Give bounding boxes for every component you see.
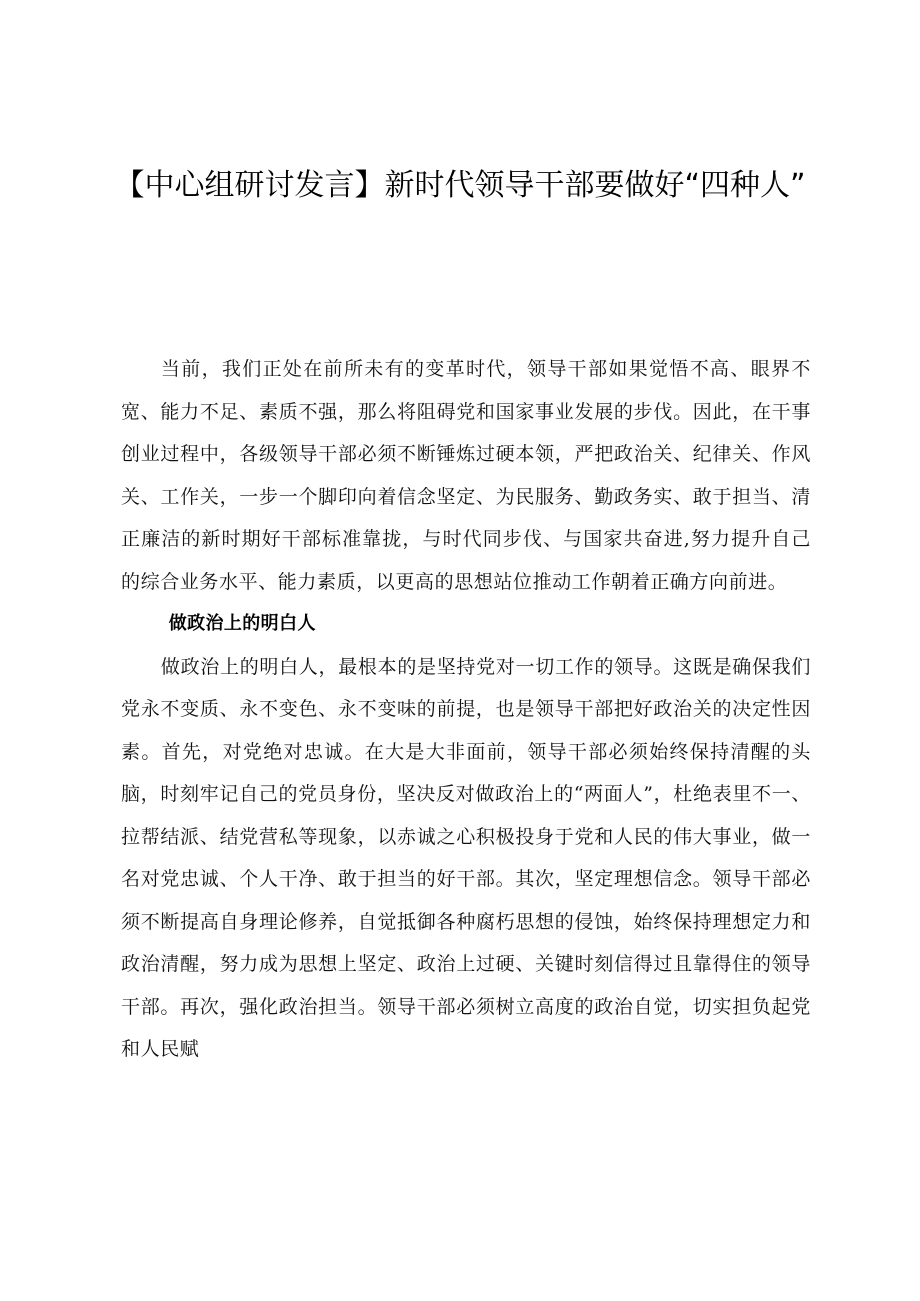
document-body — [121, 348, 811, 1071]
section-paragraph: 做政治上的明白人，最根本的是坚持党对一切工作的领导。这既是确保我们党永不变质、永不变色、永不变味的前提，也是领导干部把好政治关的决定性因素。首先，对党绝对忠诚。在大是大非面前，领导干部必须始终保持清醒的头脑，时刻牢记自己的党员身份，坚决反对做政治上的“两面人”，杜绝表里不一、拉帮结派、结党营私等现象，以赤诚之心积极投身于党和人民的伟大事业，做一名对党忠诚、个人干净、敢于担当的好干部。其次，坚定理想信念。领导干部必须不断提高自身理论修养，自觉抵御各种腐朽思想的侵蚀，始终保持理想定力和政治清醒，努力成为思想上坚定、政治上过硬、关键时刻信得过且靠得住的领导干部。再次，强化政治担当。领导干部必须树立高度的政治自觉，切实担负起党和人民赋 — [121, 655, 811, 1060]
intro-paragraph: 当前，我们正处在前所未有的变革时代，领导干部如果觉悟不高、眼界不宽、能力不足、素质不强，那么将阻碍党和国家事业发展的步伐。因此，在干事创业过程中，各级领导干部必须不断锤炼过硬本领，严把政治关、纪律关、作风关、工作关，一步一个脚印向着信念坚定、为民服务、勤政务实、敢于担当、清正廉洁的新时期好干部标准靠拢，与时代同步伐、与国家共奋进,努力提升自己的综合业务水平、能力素质，以更高的思想站位推动工作朝着正确方向前进。 — [121, 358, 811, 593]
document-title: 【中心组研讨发言】新时代领导干部要做好“四种人” — [114, 168, 806, 203]
section-heading-political-clarity: 做政治上的明白人 — [168, 613, 316, 634]
